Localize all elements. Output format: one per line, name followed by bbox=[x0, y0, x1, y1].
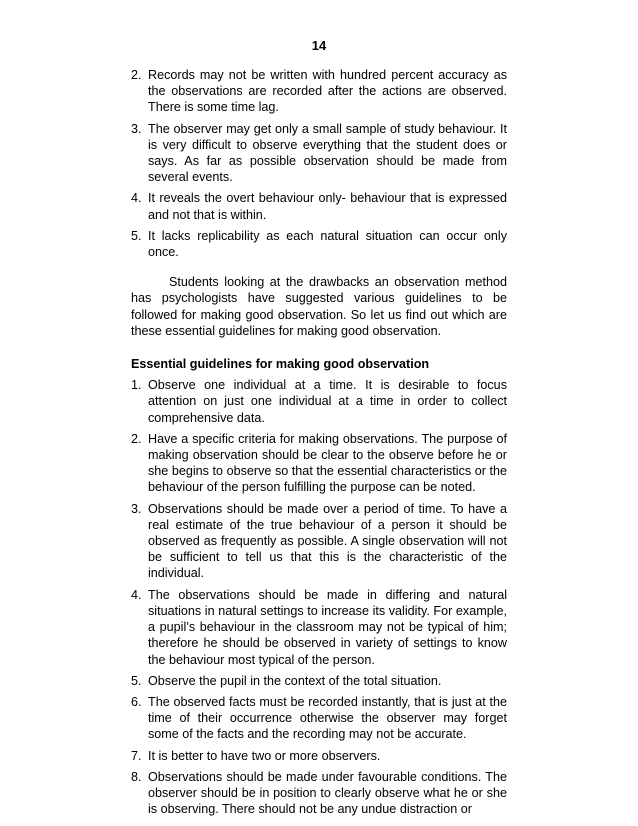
list-item-number: 1. bbox=[131, 378, 142, 393]
list-item bbox=[131, 121, 507, 186]
list-item-text: The observed facts must be recorded instantly, that is just at the time of their occurrence otherwise the observer may forget some of the facts and the recording may not be accurate. bbox=[148, 694, 507, 742]
list-item bbox=[131, 67, 507, 116]
list-item-number: 7. bbox=[131, 748, 142, 763]
list-item-text: Have a specific criteria for making observations. The purpose of making observation should be clear to the observe before he or she begins to observe so that the essential characteristics or the behaviour of the person fulfilling the purpose can be noted. bbox=[148, 431, 507, 495]
list-item bbox=[131, 673, 507, 689]
list-item-number: 5. bbox=[131, 673, 142, 688]
list-item-text: It is better to have two or more observers. bbox=[148, 748, 381, 763]
list-item-number: 4. bbox=[131, 587, 142, 602]
page-number: 14 bbox=[311, 38, 327, 53]
list-item-text: Records may not be written with hundred percent accuracy as the observations are recorded after the actions are observed. There is some time lag. bbox=[148, 68, 507, 115]
list-item-text: Observations should be made under favourable conditions. The observer should be in position to clearly observe what he or she is observing. There should not be any undue distraction or bbox=[148, 769, 507, 817]
list-item-number: 3. bbox=[131, 501, 142, 516]
list-item-number: 8. bbox=[131, 769, 142, 784]
list-item-text: Observations should be made over a period of time. To have a real estimate of the true behaviour of a person it should be observed as frequently as possible. A single observation will not be sufficient to tell us that this is the characteristic of the individual. bbox=[148, 501, 507, 581]
list-item-number: 5. bbox=[131, 228, 142, 243]
list-item-number: 4. bbox=[131, 191, 142, 206]
list-item bbox=[131, 748, 507, 764]
list-item-text: Observe the pupil in the context of the total situation. bbox=[148, 673, 442, 688]
list-item-text: The observer may get only a small sample of study behaviour. It is very difficult to observe everything that the student does or says. As far as possible observation should be made from several events. bbox=[148, 121, 507, 185]
list-item-text: It lacks replicability as each natural situation can occur only once. bbox=[148, 228, 507, 260]
list-item-text: Observe one individual at a time. It is desirable to focus attention on just one individual at a time in order to collect comprehensive data. bbox=[148, 378, 507, 425]
list-item bbox=[131, 228, 507, 260]
list-item bbox=[131, 694, 507, 743]
drawbacks-list bbox=[131, 67, 507, 260]
section-heading: Essential guidelines for making good observation bbox=[131, 357, 430, 372]
list-item bbox=[131, 190, 507, 222]
list-item-number: 2. bbox=[131, 68, 142, 82]
page-content bbox=[131, 67, 507, 822]
list-item bbox=[131, 769, 507, 818]
list-item bbox=[131, 587, 507, 668]
list-item-number: 3. bbox=[131, 121, 142, 136]
body-paragraph: Students looking at the drawbacks an observation method has psychologists have suggested various guidelines to be followed for making good observation. So let us find out which are these essential guidelines for making good observation. bbox=[131, 275, 507, 338]
list-item-text: It reveals the overt behaviour only- behaviour that is expressed and not that is within. bbox=[148, 191, 507, 222]
list-item-number: 2. bbox=[131, 431, 142, 446]
list-item-number: 6. bbox=[131, 694, 142, 709]
list-item-text: The observations should be made in differing and natural situations in natural settings to increase its validity. For example, a pupil’s behaviour in the classroom may not be typical of him; therefore he should be observed in variety of settings to know the behaviour most typical of the person. bbox=[148, 587, 507, 667]
list-item bbox=[131, 377, 507, 426]
guidelines-list bbox=[131, 377, 507, 817]
list-item bbox=[131, 431, 507, 496]
list-item bbox=[131, 501, 507, 582]
